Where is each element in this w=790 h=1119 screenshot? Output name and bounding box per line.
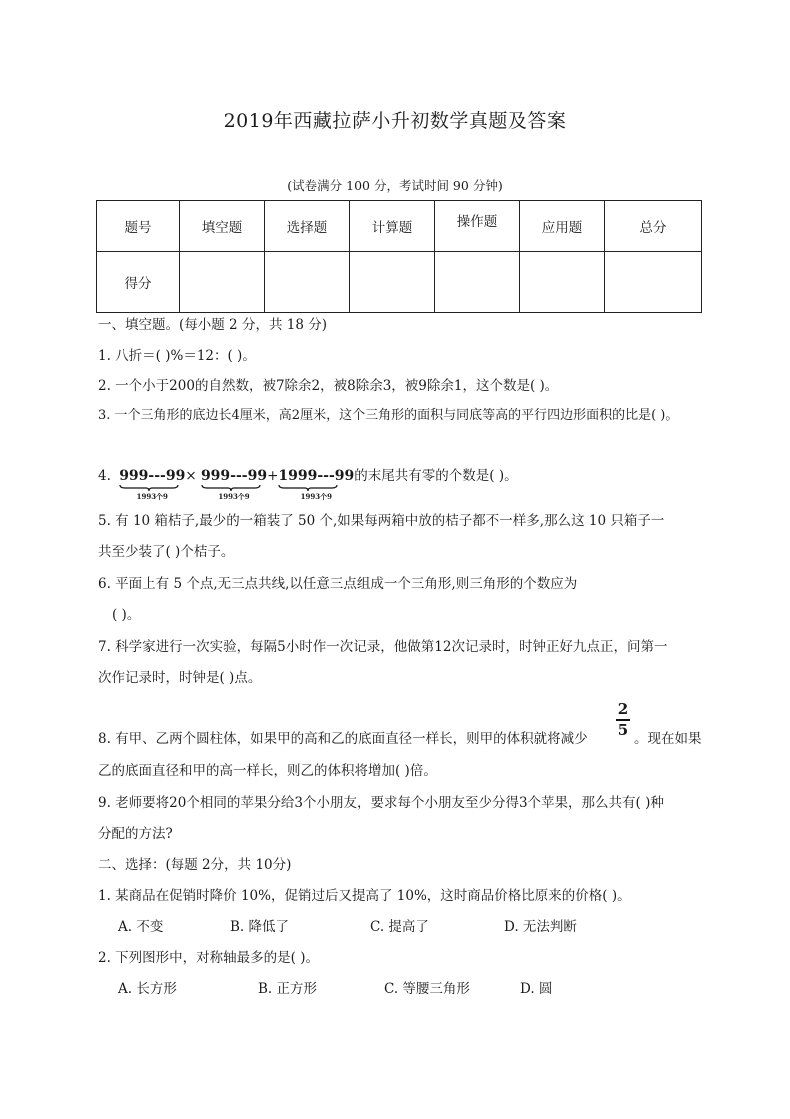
- score-cell: [520, 252, 605, 313]
- question-9-line1: 9. 老师要将20个相同的苹果分给3个小朋友，要求每个小朋友至少分得3个苹果，那么共有( )种: [98, 795, 664, 811]
- option-d: D. 无法判断: [504, 919, 577, 935]
- option-a: A. 长方形: [118, 981, 177, 997]
- question-8-line1: 8. 有甲、乙两个圆柱体，如果甲的高和乙的底面直径一样长，则甲的体积就将减少: [98, 731, 588, 747]
- underbrace-icon: [119, 484, 179, 492]
- question-7-line1: 7. 科学家进行一次实验，每隔5小时作一次记录，他做第12次记录时，时钟正好九点正，问第一: [98, 639, 668, 655]
- choice-question-1: 1. 某商品在促销时降价 10%，促销过后又提高了 10%，这时商品价格比原来的价格( )。: [98, 888, 631, 904]
- choice-question-2: 2. 下列图形中，对称轴最多的是( )。: [98, 950, 319, 966]
- exam-info: (试卷满分 100 分，考试时间 90 分钟): [287, 178, 503, 193]
- table-row-label: 得分: [97, 252, 180, 313]
- option-d: D. 圆: [520, 981, 553, 997]
- table-header-cell: 选择题: [265, 201, 350, 252]
- option-c: C. 等腰三角形: [384, 981, 470, 997]
- score-cell: [265, 252, 350, 313]
- option-b: B. 正方形: [258, 981, 318, 997]
- brace-label: 1993个9: [300, 492, 333, 501]
- option-a: A. 不变: [118, 919, 164, 935]
- question-5-line1: 5. 有 10 箱桔子,最少的一箱装了 50 个,如果每两箱中放的桔子都不一样多,那么这 10 只箱子一: [98, 513, 665, 529]
- question-number: 4.: [98, 468, 111, 484]
- question-9-line2: 分配的方法?: [98, 826, 173, 842]
- section-heading: 一、填空题。(每小题 2 分，共 18 分): [98, 317, 327, 333]
- fraction-two-fifths: [616, 701, 630, 739]
- question-5-line2: 共至少装了( )个桔子。: [98, 544, 235, 560]
- underbrace-icon: [278, 484, 338, 492]
- question-4: [98, 464, 518, 501]
- times-sign: ×: [185, 468, 197, 484]
- option-b: B. 降低了: [230, 919, 290, 935]
- score-table: [96, 200, 702, 313]
- math-term: [119, 468, 186, 501]
- option-c: C. 提高了: [370, 919, 429, 935]
- page-title: 2019年西藏拉萨小升初数学真题及答案: [223, 110, 567, 132]
- score-cell: [350, 252, 435, 313]
- table-header-cell: 计算题: [350, 201, 435, 252]
- math-term: [278, 468, 355, 501]
- plus-sign: +: [267, 468, 279, 484]
- question-7-line2: 次作记录时，时钟是( )点。: [98, 670, 262, 686]
- table-header-cell: 总分: [605, 201, 702, 252]
- question-6-line1: 6. 平面上有 5 个点,无三点共线,以任意三点组成一个三角形,则三角形的个数应为: [98, 576, 578, 592]
- score-cell: [180, 252, 265, 313]
- question-8-line1-end: 。现在如果: [634, 731, 702, 747]
- score-cell: [605, 252, 702, 313]
- question-6-line2: ( )。: [112, 607, 141, 623]
- question-3: 3. 一个三角形的底边长4厘米，高2厘米，这个三角形的面积与同底等高的平行四边形面积的比是( )。: [98, 408, 679, 423]
- math-term: [200, 468, 268, 501]
- fraction-numerator: 2: [617, 700, 629, 718]
- table-header-cell: 题号: [97, 201, 180, 252]
- question-text: 的末尾共有零的个数是( )。: [354, 468, 518, 484]
- brace-label: 1993个9: [136, 492, 168, 501]
- table-header-cell: 填空题: [180, 201, 265, 252]
- question-2: 2. 一个小于200的自然数，被7除余2，被8除余3，被9除余1，这个数是( )。: [98, 378, 559, 394]
- table-header-cell: 操作题: [435, 201, 520, 252]
- question-1: 1. 八折＝( )%＝12：( )。: [98, 348, 256, 364]
- question-8-line2: 乙的底面直径和甲的高一样长，则乙的体积将增加( )倍。: [98, 763, 437, 779]
- term-text: 999---99: [200, 468, 268, 484]
- fraction-denominator: 5: [617, 720, 629, 739]
- term-text: 999---99: [119, 468, 186, 484]
- table-header-cell: 应用题: [520, 201, 605, 252]
- section-heading: 二、选择：(每题 2分，共 10分): [98, 857, 292, 873]
- brace-label: 1993个9: [218, 492, 250, 501]
- score-cell: [435, 252, 520, 313]
- term-text: 1999---99: [278, 468, 355, 484]
- underbrace-icon: [201, 484, 261, 492]
